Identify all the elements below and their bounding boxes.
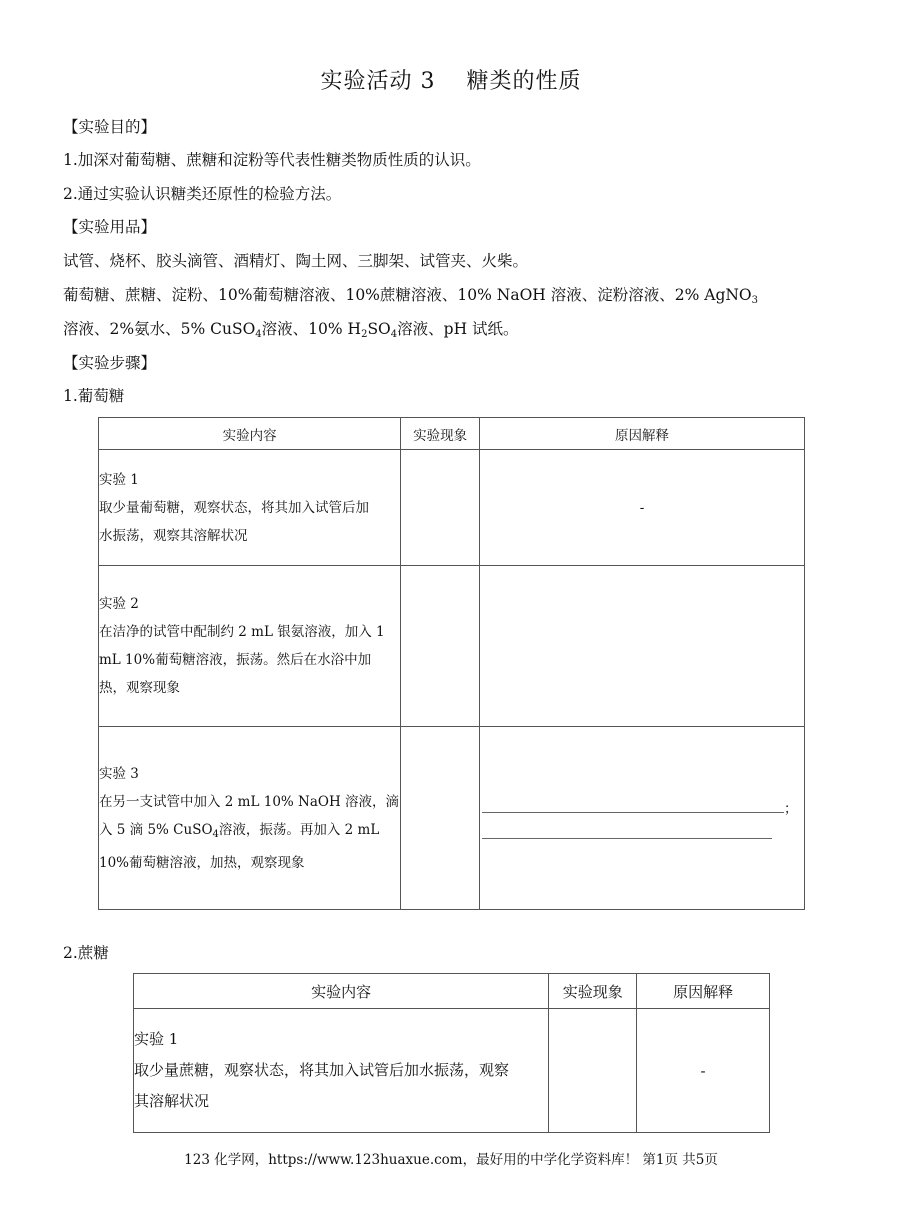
- answer-blank-line: [482, 812, 784, 813]
- experiment-title: 实验 1: [99, 471, 139, 488]
- table-row: [99, 450, 805, 566]
- explanation-cell: [480, 566, 805, 727]
- explanation-cell: -: [637, 1009, 770, 1133]
- page-title: 实验活动 3 糖类的性质: [320, 69, 582, 94]
- table-header: 实验内容: [99, 418, 401, 450]
- table-row: [99, 566, 805, 727]
- page-footer: 123 化学网，https://www.123huaxue.com，最好用的中学化学资料库！ 第1页 共5页: [184, 1152, 718, 1168]
- table-row: [99, 727, 805, 910]
- experiment-content-cell: 实验 3 在另一支试管中加入 2 mL 10% NaOH 溶液，滴 入 5 滴 5% CuSO$_4$溶液，振荡。再加入 2 mL 10%葡萄糖溶液，加热，观察现象: [99, 727, 401, 910]
- glucose-table: [98, 417, 805, 910]
- table-header: 原因解释: [637, 974, 770, 1009]
- experiment-content-cell: 实验 1 取少量蔗糖，观察状态，将其加入试管后加水振荡，观察 其溶解状况: [134, 1009, 549, 1133]
- sucrose-table: [133, 973, 770, 1133]
- answer-blank-line: [482, 838, 772, 839]
- table-row: [134, 1009, 770, 1133]
- steps-heading: 【实验步骤】: [63, 354, 157, 372]
- materials-equipment: 试管、烧杯、胶头滴管、酒精灯、陶土网、三脚架、试管夹、火柴。: [63, 252, 529, 270]
- materials-reagents-line-2: 溶液、2%氨水、5% CuSO$_4$溶液、10% $H_2SO_4$溶液、pH 试纸。: [63, 320, 519, 340]
- phenomenon-cell: [549, 1009, 637, 1133]
- experiment-title: 实验 3: [99, 765, 139, 782]
- materials-reagents-line-1: 葡萄糖、蔗糖、淀粉、10%葡萄糖溶液、10%蔗糖溶液、10% NaOH 溶液、淀粉溶液、2% AgNO$_3$: [63, 286, 759, 306]
- explanation-cell: ；: [480, 727, 805, 910]
- materials-heading: 【实验用品】: [63, 218, 157, 236]
- experiment-content-cell: 实验 1 取少量葡萄糖，观察状态，将其加入试管后加 水振荡，观察其溶解状况: [99, 450, 401, 566]
- purpose-item-2: 2.通过实验认识糖类还原性的检验方法。: [63, 185, 342, 203]
- glucose-heading: 1.葡萄糖: [63, 387, 125, 405]
- table-header: 实验现象: [401, 418, 480, 450]
- experiment-content-cell: 实验 2 在洁净的试管中配制约 2 mL 银氨溶液，加入 1 mL 10%葡萄糖溶液，振荡。然后在水浴中加 热，观察现象: [99, 566, 401, 727]
- purpose-item-1: 1.加深对葡萄糖、蔗糖和淀粉等代表性糖类物质性质的认识。: [63, 151, 481, 169]
- phenomenon-cell: [401, 727, 480, 910]
- table-header: 原因解释: [480, 418, 805, 450]
- experiment-title: 实验 1: [134, 1030, 179, 1048]
- sucrose-heading: 2.蔗糖: [63, 944, 109, 962]
- experiment-title: 实验 2: [99, 596, 139, 612]
- explanation-cell: -: [480, 450, 805, 566]
- table-header: 实验现象: [549, 974, 637, 1009]
- table-header: 实验内容: [134, 974, 549, 1009]
- purpose-heading: 【实验目的】: [63, 118, 157, 136]
- phenomenon-cell: [401, 450, 480, 566]
- phenomenon-cell: [401, 566, 480, 727]
